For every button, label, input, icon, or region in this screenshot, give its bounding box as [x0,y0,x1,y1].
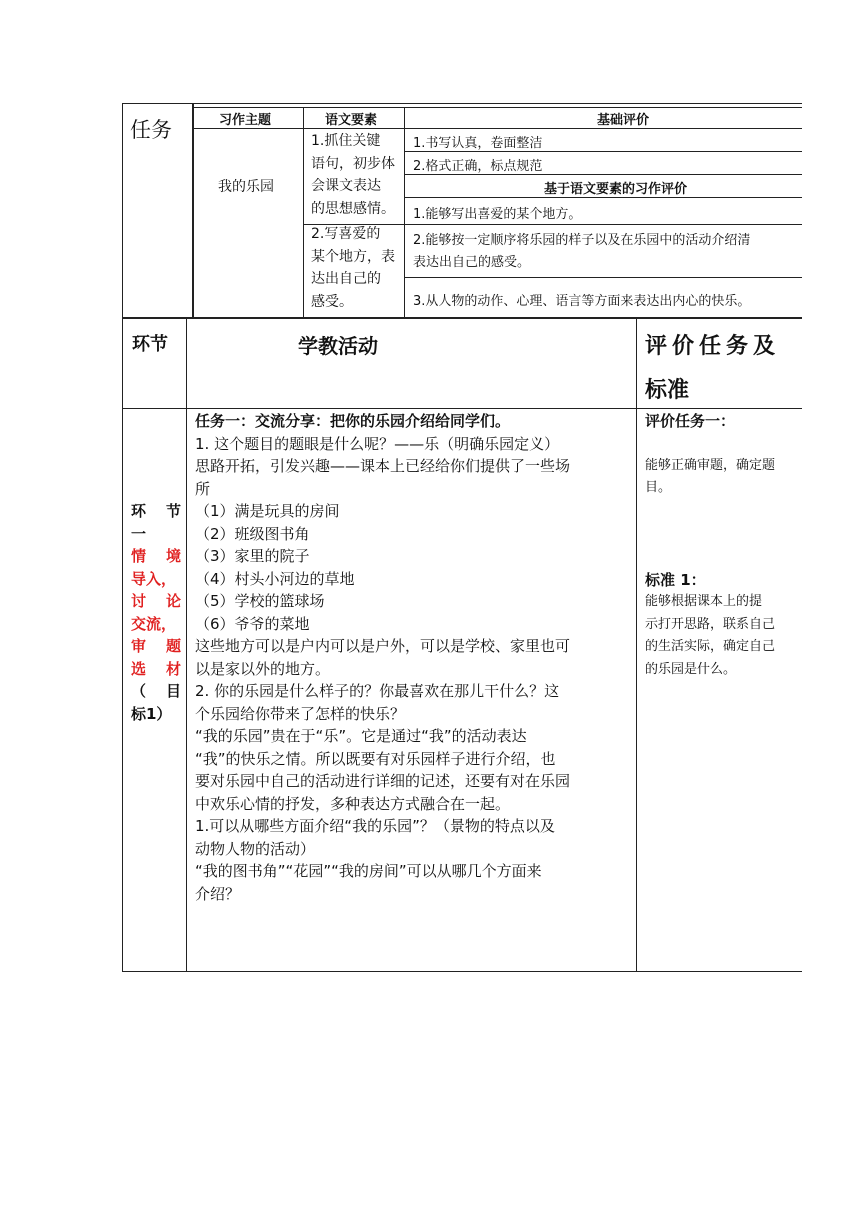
header-basic-eval: 基础评价 [597,113,650,128]
activity-line: 思路开拓，引发兴趣——课本上已经给你们提供了一些场 [195,457,571,475]
activity-line: 2. 你的乐园是什么样子的？你最喜欢在那儿干什么？这 [195,682,560,700]
activity-line: 1.可以从哪些方面介绍“我的乐园”？（景物的特点以及 [195,817,555,835]
elements-line: 会课文表达 [311,178,381,194]
topic-value: 我的乐园 [218,179,274,195]
eval-line: 能够正确审题，确定题 [645,458,776,473]
eval-line: 示打开思路，联系自己 [645,616,776,632]
elements-line: 1.抓住关键 [311,133,381,149]
element-eval-line: 2.能够按一定顺序将乐园的样子以及在乐园中的活动介绍清 [413,233,751,248]
stage-line: 交流， [131,614,177,633]
activity-line: 动物人物的活动） [195,839,316,858]
activity-line: （3）家里的院子 [195,547,310,565]
basic-eval-item: 2.格式正确，标点规范 [413,159,543,174]
elements-line: 感受。 [311,293,353,310]
element-eval-header: 基于语文要素的习作评价 [544,182,688,197]
activity-line: 1. 这个题目的题眼是什么呢？——乐（明确乐园定义） [195,434,560,453]
activity-line: “我的乐园”贵在于“乐”。它是通过“我”的活动表达 [195,727,527,745]
activity-line: （5）学校的篮球场 [195,592,325,610]
header-eval-line: 评价任务及 [645,334,781,359]
header-eval [645,325,780,413]
activity-line: （1）满是玩具的房间 [195,502,340,520]
header-activity: 学教活动 [298,334,378,358]
element-eval-item: 3.从人物的动作、心理、语言等方面来表达出内心的快乐。 [413,294,751,309]
elements-line: 语句，初步体 [311,155,395,172]
eval-line: 的生活实际，确定自己 [645,639,776,654]
element-eval-item [413,230,802,274]
stage-line: 情 境 [131,547,181,565]
activity-line: 这些地方可以是户内可以是户外，可以是学校、家里也可 [195,637,571,655]
eval-line: 目。 [645,480,672,495]
activity-line: “我的图书角”“花园”“我的房间”可以从哪几个方面来 [195,862,542,880]
eval-text-1 [645,455,775,499]
basic-eval-item: 1.书写认真，卷面整洁 [413,136,543,151]
eval-title-1: 评价任务一： [645,412,736,430]
element-eval-line: 表达出自己的感受。 [413,255,531,270]
activity-line: （6）爷爷的菜地 [195,614,310,633]
header-eval-line: 标准 [645,378,690,403]
activity-line: 介绍？ [195,884,241,903]
stage-line: 标1） [131,704,172,723]
header-stage: 环节 [132,334,168,355]
header-elements: 语文要素 [325,113,378,128]
activity-line: （4）村头小河边的草地 [195,569,355,588]
stage-line: 导入， [131,569,177,588]
eval-title-2: 标准 1： [645,571,706,589]
elements-line: 的思想感情。 [311,200,395,217]
header-topic: 习作主题 [219,113,272,128]
stage-line: 一 [131,524,147,543]
elements-line: 达出自己的 [311,271,381,287]
elements-line: 2.写喜爱的 [311,226,381,242]
stage-text [131,500,181,725]
activity-line: 中欢乐心情的抒发，多种表达方式融合在一起。 [195,794,511,813]
activity-line: 要对乐园中自己的活动进行详细的记述，还要有对在乐园 [195,772,571,790]
activity-task-title: 任务一：交流分享：把你的乐园介绍给同学们。 [195,412,511,430]
element-eval-item: 1.能够写出喜爱的某个地方。 [413,207,582,222]
activity-line: 所 [195,479,211,498]
stage-line: （ 目 [131,682,181,700]
stage-line: 审 题 [131,637,181,655]
activity-text [195,410,633,905]
activity-line: （2）班级图书角 [195,524,310,543]
stage-line: 讨 论 [131,592,181,610]
task-label: 任务 [130,118,172,142]
activity-line: 以是家以外的地方。 [195,659,331,678]
stage-line: 选 材 [131,659,181,678]
eval-text-2 [645,591,775,681]
elements-line: 某个地方，表 [311,248,395,265]
activity-line: 个乐园给你带来了怎样的快乐？ [195,704,406,723]
stage-line: 环 节 [131,502,181,520]
eval-line: 的乐园是什么。 [645,661,737,677]
elements-text [311,130,401,313]
eval-line: 能够根据课本上的提 [645,594,763,609]
activity-line: “我”的快乐之情。所以既要有对乐园样子进行介绍，也 [195,749,556,768]
